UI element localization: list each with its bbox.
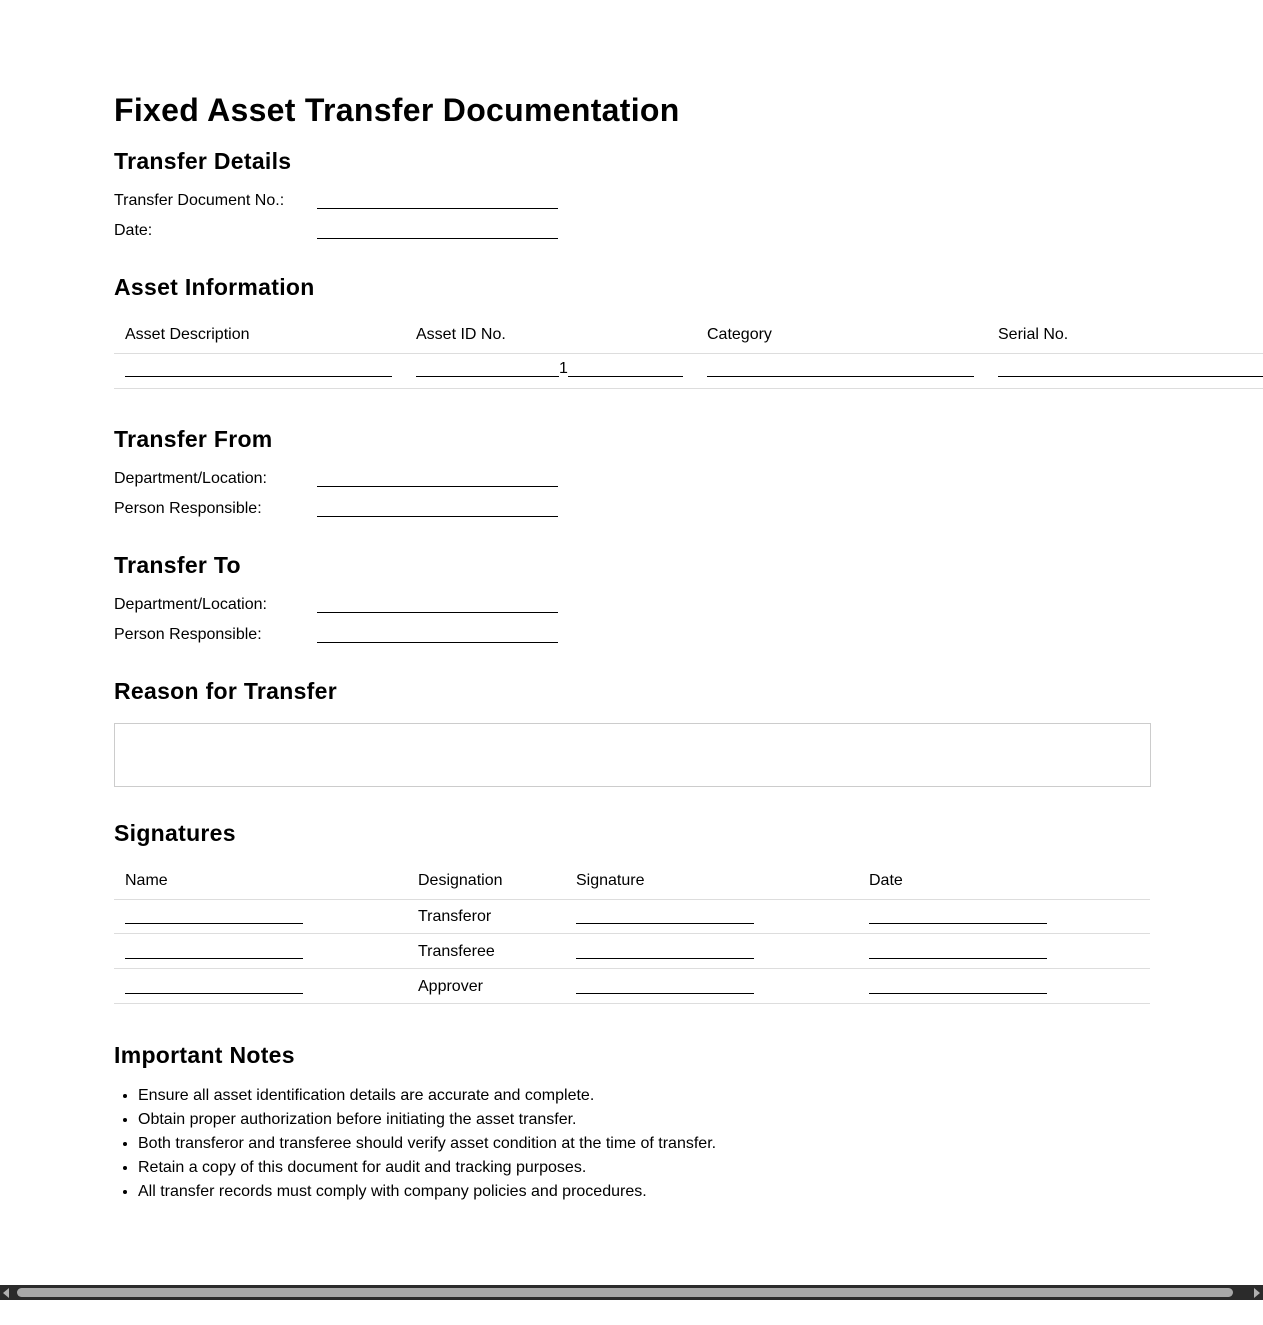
designation-cell: Approver (418, 978, 483, 995)
table-row (114, 969, 1150, 1004)
from-person-label: Person Responsible: (114, 500, 262, 517)
designation-header: Designation (418, 872, 503, 889)
scroll-right-icon[interactable] (1254, 1288, 1260, 1298)
to-department-label: Department/Location: (114, 596, 267, 613)
list-item: • Retain a copy of this document for audit and tracking purposes. (138, 1156, 716, 1180)
from-department-line[interactable] (317, 486, 558, 487)
table-row (114, 899, 1150, 934)
asset-description-line[interactable] (125, 376, 392, 377)
reason-heading: Reason for Transfer (114, 678, 337, 704)
serial-no-line[interactable] (998, 376, 1263, 377)
list-item: • Obtain proper authorization before initiating the asset transfer. (138, 1108, 716, 1132)
transferee-signature-line[interactable] (576, 958, 754, 959)
horizontal-scrollbar[interactable] (0, 1285, 1263, 1300)
approver-signature-line[interactable] (576, 993, 754, 994)
transferor-name-line[interactable] (125, 923, 303, 924)
scroll-left-icon[interactable] (3, 1288, 9, 1298)
signatures-table-header (114, 858, 1150, 900)
transfer-document-no-label: Transfer Document No.: (114, 192, 285, 209)
signatures-heading: Signatures (114, 820, 236, 846)
transfer-date-field (114, 221, 574, 241)
transfer-from-heading: Transfer From (114, 426, 273, 452)
page-title: Fixed Asset Transfer Documentation (114, 92, 680, 128)
to-person-label: Person Responsible: (114, 626, 262, 643)
transferor-signature-line[interactable] (576, 923, 754, 924)
asset-description-header: Asset Description (125, 326, 250, 343)
table-row (114, 934, 1150, 969)
from-department-field (114, 469, 574, 489)
transfer-document-no-field (114, 191, 574, 211)
table-row (114, 353, 1263, 389)
category-header: Category (707, 326, 772, 343)
transferor-date-line[interactable] (869, 923, 1047, 924)
category-line[interactable] (707, 376, 974, 377)
to-person-line[interactable] (317, 642, 558, 643)
asset-id-line-left[interactable] (416, 376, 559, 377)
transferee-date-line[interactable] (869, 958, 1047, 959)
transfer-date-label: Date: (114, 222, 153, 239)
asset-information-heading: Asset Information (114, 274, 315, 300)
approver-name-line[interactable] (125, 993, 303, 994)
transfer-details-heading: Transfer Details (114, 148, 292, 174)
transfer-document-no-line[interactable] (317, 208, 558, 209)
list-item: • Ensure all asset identification details are accurate and complete. (138, 1084, 716, 1108)
date-header: Date (869, 872, 903, 889)
approver-date-line[interactable] (869, 993, 1047, 994)
serial-no-header: Serial No. (998, 326, 1069, 343)
designation-cell: Transferee (418, 943, 495, 960)
important-notes-heading: Important Notes (114, 1042, 295, 1068)
name-header: Name (125, 872, 168, 889)
reason-text-box[interactable] (114, 723, 1151, 787)
scrollbar-thumb[interactable] (17, 1288, 1233, 1297)
transfer-date-line[interactable] (317, 238, 558, 239)
designation-cell: Transferor (418, 908, 492, 925)
asset-id-header: Asset ID No. (416, 326, 506, 343)
transferee-name-line[interactable] (125, 958, 303, 959)
asset-table-header (114, 312, 1263, 354)
asset-row-number: 1 (559, 360, 568, 377)
from-person-line[interactable] (317, 516, 558, 517)
asset-id-line-right[interactable] (568, 376, 683, 377)
notes-list (114, 1084, 716, 1204)
list-item: • All transfer records must comply with company policies and procedures. (138, 1180, 716, 1204)
to-person-field (114, 625, 574, 645)
to-department-line[interactable] (317, 612, 558, 613)
to-department-field (114, 595, 574, 615)
transfer-to-heading: Transfer To (114, 552, 241, 578)
list-item: • Both transferor and transferee should verify asset condition at the time of transfer. (138, 1132, 716, 1156)
from-person-field (114, 499, 574, 519)
from-department-label: Department/Location: (114, 470, 267, 487)
signature-header: Signature (576, 872, 645, 889)
